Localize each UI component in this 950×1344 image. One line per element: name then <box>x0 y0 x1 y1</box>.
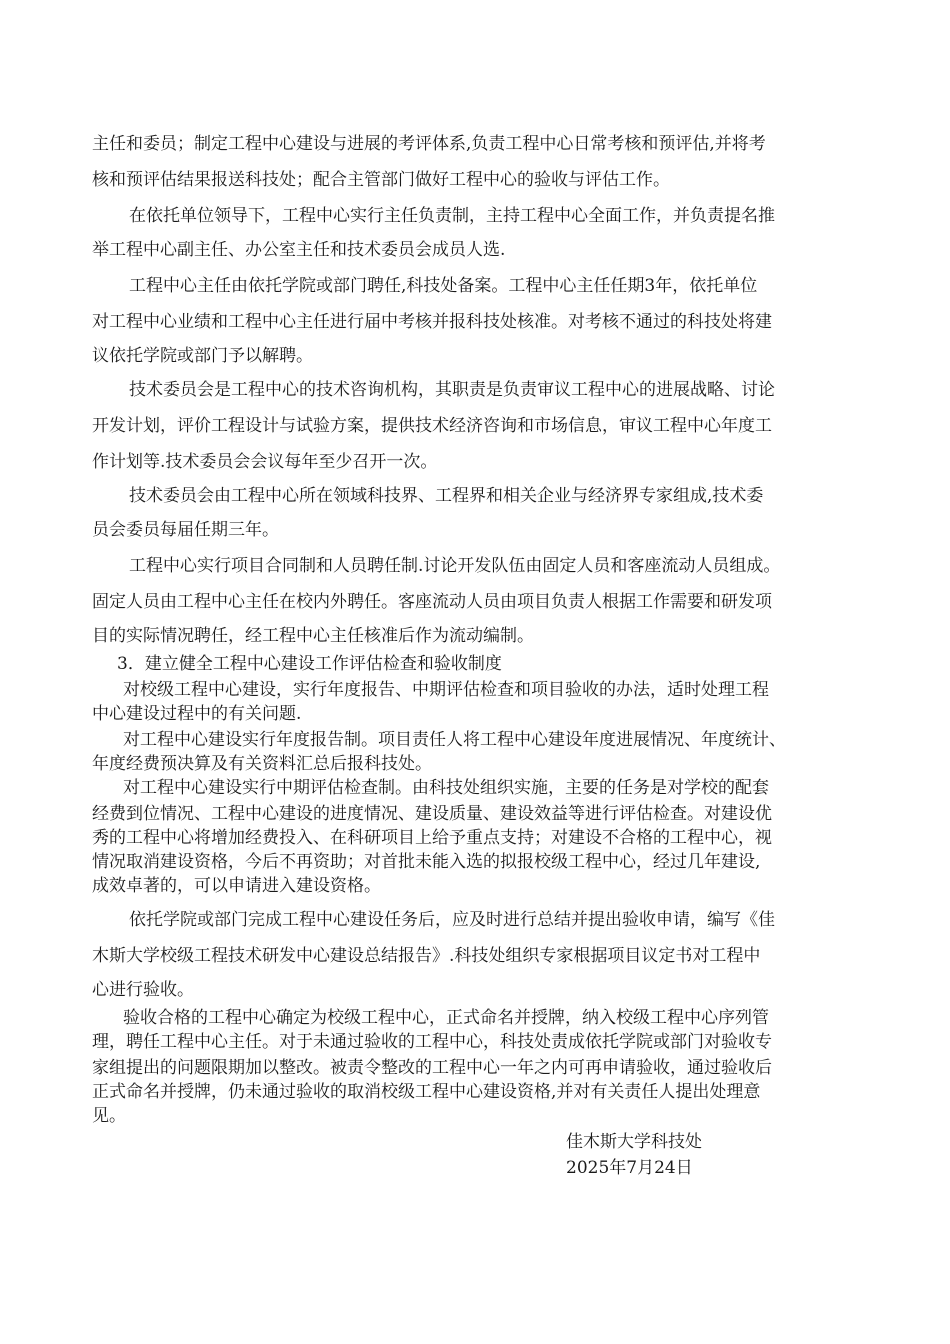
paragraph-line: 家组提出的问题限期加以整改。被责令整改的工程中心一年之内可再申请验收，通过验收后 <box>92 1058 772 1078</box>
paragraph-line: 开发计划，评价工程设计与试验方案，提供技术经济咨询和市场信息，审议工程中心年度工 <box>92 416 772 436</box>
paragraph-line: 对工程中心业绩和工程中心主任进行届中考核并报科技处核准。对考核不通过的科技处将建 <box>92 312 772 332</box>
paragraph-line: 秀的工程中心将增加经费投入、在科研项目上给予重点支持；对建设不合格的工程中心，视 <box>92 828 772 848</box>
paragraph-line: 经费到位情况、工程中心建设的进度情况、建设质量、建设效益等进行评估检查。对建设优 <box>92 804 772 824</box>
paragraph-line: 年度经费预决算及有关资料汇总后报科技处。 <box>92 754 432 774</box>
paragraph-line: 见。 <box>92 1106 126 1126</box>
paragraph-line: 对工程中心建设实行年度报告制。项目责任人将工程中心建设年度进展情况、年度统计、 <box>106 730 786 750</box>
paragraph-line: 对工程中心建设实行中期评估检查制。由科技处组织实施，主要的任务是对学校的配套 <box>106 778 769 798</box>
paragraph-line: 技术委员会是工程中心的技术咨询机构，其职责是负责审议工程中心的进展战略、讨论 <box>112 380 775 400</box>
paragraph-line: 议依托学院或部门予以解聘。 <box>92 346 313 366</box>
paragraph-line: 在依托单位领导下，工程中心实行主任负责制，主持工程中心全面工作，并负责提名推 <box>112 206 775 226</box>
paragraph-line: 正式命名并授牌，仍未通过验收的取消校级工程中心建设资格,并对有关责任人提出处理意 <box>92 1082 761 1102</box>
paragraph-line: 固定人员由工程中心主任在校内外聘任。客座流动人员由项目负责人根据工作需要和研发项 <box>92 592 772 612</box>
paragraph-line: 作计划等.技术委员会会议每年至少召开一次。 <box>92 452 438 472</box>
paragraph-line: 成效卓著的，可以申请进入建设资格。 <box>92 876 381 896</box>
paragraph-line: 理，聘任工程中心主任。对于未通过验收的工程中心，科技处责成依托学院或部门对验收专 <box>92 1032 772 1052</box>
paragraph-line: 主任和委员；制定工程中心建设与进展的考评体系,负责工程中心日常考核和预评估,并将考 <box>92 134 766 154</box>
paragraph-line: 对校级工程中心建设，实行年度报告、中期评估检查和项目验收的办法，适时处理工程 <box>106 680 769 700</box>
signature-date: 2025年7月24日 <box>566 1158 693 1178</box>
paragraph-line: 木斯大学校级工程技术研发中心建设总结报告》.科技处组织专家根据项目议定书对工程中 <box>92 946 761 966</box>
section-heading: 3．建立健全工程中心建设工作评估检查和验收制度 <box>100 654 502 674</box>
signature-org: 佳木斯大学科技处 <box>566 1132 702 1152</box>
paragraph-line: 心进行验收。 <box>92 980 194 1000</box>
paragraph-line: 情况取消建设资格，今后不再资助；对首批未能入选的拟报校级工程中心，经过几年建设, <box>92 852 761 872</box>
paragraph-line: 验收合格的工程中心确定为校级工程中心，正式命名并授牌，纳入校级工程中心序列管 <box>106 1008 769 1028</box>
paragraph-line: 核和预评估结果报送科技处；配合主管部门做好工程中心的验收与评估工作。 <box>92 170 670 190</box>
paragraph-line: 目的实际情况聘任，经工程中心主任核准后作为流动编制。 <box>92 626 534 646</box>
paragraph-line: 中心建设过程中的有关问题. <box>92 704 302 724</box>
paragraph-line: 技术委员会由工程中心所在领域科技界、工程界和相关企业与经济界专家组成,技术委 <box>112 486 764 506</box>
paragraph-line: 依托学院或部门完成工程中心建设任务后，应及时进行总结并提出验收申请，编写《佳 <box>112 910 775 930</box>
paragraph-line: 工程中心实行项目合同制和人员聘任制.讨论开发队伍由固定人员和客座流动人员组成。 <box>112 556 781 576</box>
paragraph-line: 举工程中心副主任、办公室主任和技术委员会成员人选. <box>92 240 506 260</box>
paragraph-line: 工程中心主任由依托学院或部门聘任,科技处备案。工程中心主任任期3年，依托单位 <box>112 276 758 296</box>
paragraph-line: 员会委员每届任期三年。 <box>92 520 279 540</box>
